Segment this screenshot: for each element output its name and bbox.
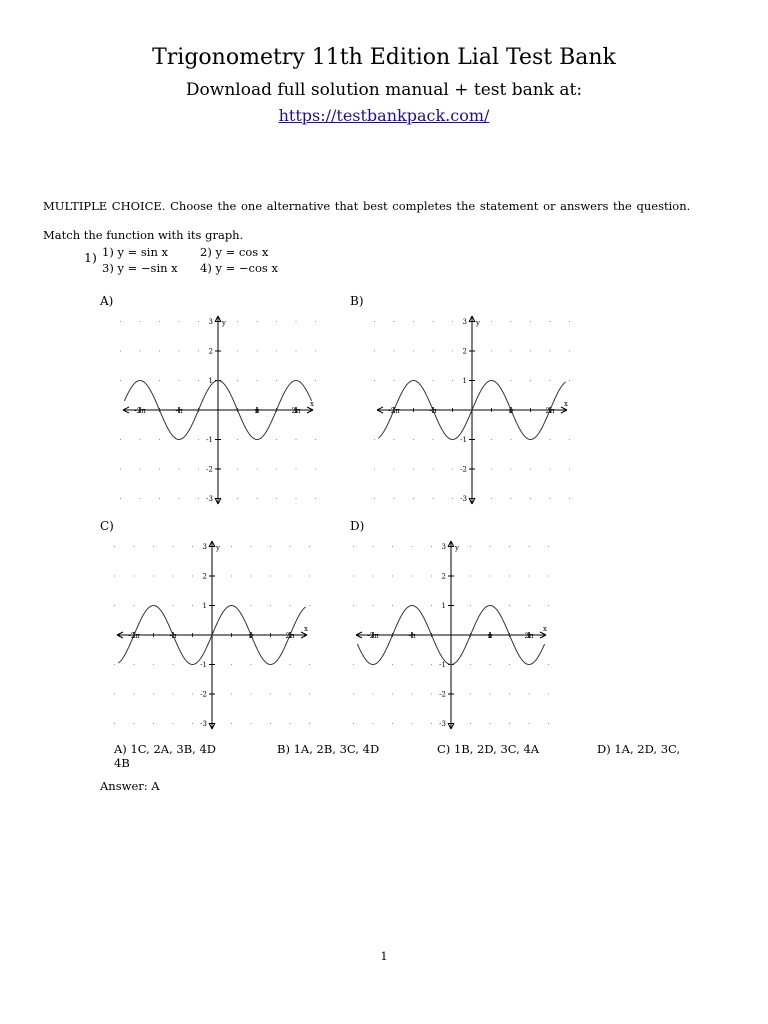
grid-dot — [178, 380, 179, 381]
x-axis-label: x — [310, 400, 314, 408]
grid-dot — [289, 575, 290, 576]
grid-dot — [295, 350, 296, 351]
grid-dot — [510, 321, 511, 322]
choice-a: A) 1C, 2A, 3B, 4D — [114, 742, 217, 756]
grid-dot — [509, 723, 510, 724]
y-axis-label: y — [476, 319, 480, 327]
grid-dot — [411, 575, 412, 576]
grid-dot — [413, 439, 414, 440]
x-tick-label: -π — [408, 632, 416, 640]
grid-dot — [392, 575, 393, 576]
grid-dot — [411, 546, 412, 547]
choice-d-continued: 4B — [114, 756, 130, 770]
grid-dot — [530, 321, 531, 322]
grid-dot — [133, 575, 134, 576]
page-number: 1 — [380, 950, 388, 963]
grid-dot — [237, 350, 238, 351]
grid-dot — [276, 439, 277, 440]
graph-d — [351, 538, 551, 734]
grid-dot — [133, 723, 134, 724]
download-subtitle: Download full solution manual + test bank at: — [185, 80, 583, 100]
grid-dot — [528, 723, 529, 724]
y-tick-label: 3 — [208, 318, 213, 326]
y-tick-label: -2 — [206, 465, 213, 474]
y-tick-label: 3 — [202, 543, 207, 551]
grid-dot — [178, 468, 179, 469]
grid-dot — [548, 664, 549, 665]
grid-dot — [159, 321, 160, 322]
grid-dot — [315, 439, 316, 440]
grid-dot — [120, 380, 121, 381]
grid-dot — [172, 693, 173, 694]
grid-dot — [276, 321, 277, 322]
grid-dot — [172, 664, 173, 665]
y-axis-label: y — [455, 544, 459, 552]
grid-dot — [309, 605, 310, 606]
grid-dot — [569, 380, 570, 381]
grid-dot — [198, 380, 199, 381]
grid-dot — [250, 575, 251, 576]
y-axis-label: y — [222, 319, 226, 327]
grid-dot — [256, 380, 257, 381]
function-4: 4) y = −cos x — [200, 261, 278, 275]
grid-dot — [237, 380, 238, 381]
grid-dot — [353, 693, 354, 694]
grid-dot — [392, 664, 393, 665]
grid-dot — [289, 723, 290, 724]
grid-dot — [309, 575, 310, 576]
grid-dot — [276, 380, 277, 381]
grid-dot — [133, 605, 134, 606]
grid-dot — [549, 350, 550, 351]
grid-dot — [192, 575, 193, 576]
grid-dot — [315, 321, 316, 322]
grid-dot — [153, 664, 154, 665]
x-tick-label: -π — [169, 632, 177, 640]
graph-label-a: A) — [100, 294, 114, 308]
y-tick-label: -2 — [200, 690, 207, 699]
grid-dot — [250, 546, 251, 547]
grid-dot — [133, 693, 134, 694]
x-tick-label: π — [508, 407, 514, 415]
grid-dot — [353, 723, 354, 724]
x-tick-label: π — [254, 407, 260, 415]
grid-dot — [393, 380, 394, 381]
grid-dot — [353, 605, 354, 606]
y-tick-label: -1 — [439, 661, 446, 669]
grid-dot — [237, 468, 238, 469]
grid-dot — [172, 546, 173, 547]
grid-dot — [432, 380, 433, 381]
choice-c: C) 1B, 2D, 3C, 4A — [437, 742, 540, 756]
grid-dot — [548, 546, 549, 547]
grid-dot — [510, 498, 511, 499]
grid-dot — [231, 575, 232, 576]
grid-dot — [374, 380, 375, 381]
function-2: 2) y = cos x — [200, 245, 269, 259]
grid-dot — [256, 468, 257, 469]
grid-dot — [569, 321, 570, 322]
grid-dot — [315, 468, 316, 469]
question-number: 1) — [84, 250, 97, 265]
y-tick-label: -1 — [206, 436, 213, 444]
grid-dot — [270, 546, 271, 547]
grid-dot — [372, 693, 373, 694]
grid-dot — [192, 693, 193, 694]
graph-label-c: C) — [100, 519, 114, 533]
grid-dot — [159, 380, 160, 381]
grid-dot — [413, 350, 414, 351]
answer: Answer: A — [100, 779, 160, 793]
grid-dot — [133, 546, 134, 547]
grid-dot — [393, 350, 394, 351]
x-tick-label: -2π — [388, 407, 400, 415]
grid-dot — [530, 468, 531, 469]
grid-dot — [431, 575, 432, 576]
grid-dot — [491, 439, 492, 440]
grid-dot — [172, 723, 173, 724]
grid-dot — [289, 605, 290, 606]
x-tick-label: -2π — [128, 632, 140, 640]
y-tick-label: 2 — [208, 347, 213, 356]
grid-dot — [372, 575, 373, 576]
grid-dot — [114, 605, 115, 606]
grid-dot — [114, 723, 115, 724]
x-tick-label: -π — [175, 407, 183, 415]
grid-dot — [413, 468, 414, 469]
grid-dot — [530, 350, 531, 351]
function-3: 3) y = −sin x — [102, 261, 178, 275]
x-tick-label: 2π — [524, 632, 534, 640]
y-tick-label: -1 — [460, 436, 467, 444]
y-tick-label: -3 — [439, 720, 446, 728]
grid-dot — [431, 693, 432, 694]
graph-label-d: D) — [350, 519, 365, 533]
grid-dot — [548, 605, 549, 606]
grid-dot — [270, 605, 271, 606]
choice-d: D) 1A, 2D, 3C, — [597, 742, 681, 756]
grid-dot — [452, 498, 453, 499]
grid-dot — [198, 498, 199, 499]
grid-dot — [393, 498, 394, 499]
grid-dot — [198, 350, 199, 351]
grid-dot — [270, 693, 271, 694]
grid-dot — [120, 468, 121, 469]
grid-dot — [509, 605, 510, 606]
grid-dot — [470, 605, 471, 606]
x-tick-label: 2π — [291, 407, 301, 415]
grid-dot — [491, 350, 492, 351]
choice-b: B) 1A, 2B, 3C, 4D — [277, 742, 380, 756]
grid-dot — [114, 546, 115, 547]
grid-dot — [569, 468, 570, 469]
grid-dot — [528, 575, 529, 576]
grid-dot — [159, 498, 160, 499]
grid-dot — [431, 546, 432, 547]
grid-dot — [549, 380, 550, 381]
grid-dot — [295, 498, 296, 499]
grid-dot — [374, 439, 375, 440]
grid-dot — [452, 380, 453, 381]
y-tick-label: -3 — [460, 495, 467, 503]
grid-dot — [489, 575, 490, 576]
grid-dot — [509, 693, 510, 694]
y-tick-label: -3 — [206, 495, 213, 503]
y-tick-label: 2 — [202, 572, 207, 581]
grid-dot — [452, 468, 453, 469]
grid-dot — [237, 321, 238, 322]
grid-dot — [256, 350, 257, 351]
grid-dot — [315, 380, 316, 381]
grid-dot — [569, 498, 570, 499]
grid-dot — [231, 546, 232, 547]
grid-dot — [289, 664, 290, 665]
grid-dot — [256, 321, 257, 322]
grid-dot — [295, 439, 296, 440]
grid-dot — [489, 723, 490, 724]
x-tick-label: 2π — [545, 407, 555, 415]
grid-dot — [276, 498, 277, 499]
grid-dot — [470, 723, 471, 724]
y-tick-label: -2 — [460, 465, 467, 474]
grid-dot — [139, 498, 140, 499]
grid-dot — [510, 380, 511, 381]
grid-dot — [549, 468, 550, 469]
grid-dot — [372, 546, 373, 547]
grid-dot — [250, 693, 251, 694]
grid-dot — [411, 723, 412, 724]
grid-dot — [153, 575, 154, 576]
graph-label-b: B) — [350, 294, 364, 308]
grid-dot — [452, 321, 453, 322]
grid-dot — [374, 350, 375, 351]
grid-dot — [237, 498, 238, 499]
grid-dot — [413, 498, 414, 499]
grid-dot — [295, 468, 296, 469]
grid-dot — [489, 693, 490, 694]
grid-dot — [549, 498, 550, 499]
grid-dot — [120, 350, 121, 351]
grid-dot — [549, 321, 550, 322]
graph-b — [372, 313, 572, 509]
download-link-line — [0, 106, 768, 125]
grid-dot — [374, 468, 375, 469]
grid-dot — [432, 498, 433, 499]
question-prompt: Match the function with its graph. — [43, 228, 244, 242]
x-axis-label: x — [543, 625, 547, 633]
grid-dot — [530, 498, 531, 499]
grid-dot — [393, 439, 394, 440]
grid-dot — [392, 605, 393, 606]
y-tick-label: -3 — [200, 720, 207, 728]
grid-dot — [315, 350, 316, 351]
grid-dot — [374, 321, 375, 322]
function-1: 1) y = sin x — [102, 245, 169, 259]
grid-dot — [139, 321, 140, 322]
y-tick-label: 3 — [462, 318, 467, 326]
grid-dot — [192, 605, 193, 606]
y-tick-label: 1 — [441, 602, 446, 610]
grid-dot — [489, 664, 490, 665]
y-tick-label: 2 — [462, 347, 467, 356]
grid-dot — [270, 575, 271, 576]
grid-dot — [270, 723, 271, 724]
grid-dot — [353, 546, 354, 547]
grid-dot — [392, 693, 393, 694]
grid-dot — [431, 664, 432, 665]
grid-dot — [392, 546, 393, 547]
grid-dot — [178, 321, 179, 322]
y-tick-label: 3 — [441, 543, 446, 551]
grid-dot — [470, 693, 471, 694]
grid-dot — [510, 468, 511, 469]
grid-dot — [432, 321, 433, 322]
grid-dot — [231, 693, 232, 694]
grid-dot — [192, 723, 193, 724]
grid-dot — [153, 723, 154, 724]
grid-dot — [309, 723, 310, 724]
x-tick-label: π — [487, 632, 493, 640]
grid-dot — [372, 723, 373, 724]
grid-dot — [153, 546, 154, 547]
grid-dot — [178, 498, 179, 499]
grid-dot — [432, 439, 433, 440]
grid-dot — [159, 468, 160, 469]
grid-dot — [198, 468, 199, 469]
grid-dot — [139, 468, 140, 469]
grid-dot — [120, 321, 121, 322]
grid-dot — [491, 498, 492, 499]
grid-dot — [411, 693, 412, 694]
grid-dot — [289, 546, 290, 547]
grid-dot — [470, 575, 471, 576]
grid-dot — [295, 321, 296, 322]
grid-dot — [510, 350, 511, 351]
x-tick-label: -2π — [367, 632, 379, 640]
y-tick-label: -1 — [200, 661, 207, 669]
grid-dot — [114, 664, 115, 665]
y-tick-label: 1 — [202, 602, 207, 610]
grid-dot — [120, 498, 121, 499]
grid-dot — [172, 575, 173, 576]
grid-dot — [432, 468, 433, 469]
grid-dot — [491, 321, 492, 322]
grid-dot — [256, 498, 257, 499]
grid-dot — [413, 321, 414, 322]
grid-dot — [432, 350, 433, 351]
grid-dot — [528, 605, 529, 606]
grid-dot — [139, 439, 140, 440]
grid-dot — [276, 350, 277, 351]
grid-dot — [276, 468, 277, 469]
grid-dot — [198, 439, 199, 440]
grid-dot — [353, 664, 354, 665]
grid-dot — [178, 350, 179, 351]
x-tick-label: 2π — [285, 632, 295, 640]
grid-dot — [530, 380, 531, 381]
grid-dot — [231, 723, 232, 724]
grid-dot — [353, 575, 354, 576]
grid-dot — [250, 664, 251, 665]
grid-dot — [452, 350, 453, 351]
x-tick-label: -2π — [134, 407, 146, 415]
grid-dot — [509, 664, 510, 665]
grid-dot — [237, 439, 238, 440]
grid-dot — [114, 693, 115, 694]
grid-dot — [569, 439, 570, 440]
graph-a — [118, 313, 318, 509]
grid-dot — [231, 664, 232, 665]
grid-dot — [309, 693, 310, 694]
grid-dot — [392, 723, 393, 724]
grid-dot — [431, 605, 432, 606]
x-axis-label: x — [564, 400, 568, 408]
grid-dot — [374, 498, 375, 499]
grid-dot — [250, 723, 251, 724]
grid-dot — [431, 723, 432, 724]
grid-dot — [250, 605, 251, 606]
grid-dot — [491, 468, 492, 469]
page-title: Trigonometry 11th Edition Lial Test Bank — [152, 45, 616, 70]
grid-dot — [153, 693, 154, 694]
grid-dot — [489, 546, 490, 547]
grid-dot — [548, 723, 549, 724]
grid-dot — [411, 664, 412, 665]
grid-dot — [114, 575, 115, 576]
graph-c — [112, 538, 312, 734]
grid-dot — [393, 468, 394, 469]
grid-dot — [289, 693, 290, 694]
grid-dot — [133, 664, 134, 665]
x-tick-label: -π — [429, 407, 437, 415]
grid-dot — [172, 605, 173, 606]
grid-dot — [509, 575, 510, 576]
y-tick-label: 1 — [462, 377, 467, 385]
y-tick-label: -2 — [439, 690, 446, 699]
grid-dot — [198, 321, 199, 322]
grid-dot — [309, 664, 310, 665]
grid-dot — [569, 350, 570, 351]
grid-dot — [549, 439, 550, 440]
grid-dot — [528, 546, 529, 547]
grid-dot — [509, 546, 510, 547]
grid-dot — [548, 693, 549, 694]
grid-dot — [528, 693, 529, 694]
grid-dot — [393, 321, 394, 322]
grid-dot — [120, 439, 121, 440]
x-axis-label: x — [304, 625, 308, 633]
grid-dot — [470, 546, 471, 547]
grid-dot — [309, 546, 310, 547]
grid-dot — [510, 439, 511, 440]
grid-dot — [139, 350, 140, 351]
y-tick-label: 1 — [208, 377, 213, 385]
grid-dot — [372, 605, 373, 606]
testbank-link[interactable]: https://testbankpack.com/ — [278, 106, 490, 125]
y-axis-label: y — [216, 544, 220, 552]
grid-dot — [470, 664, 471, 665]
x-tick-label: π — [248, 632, 254, 640]
instructions: MULTIPLE CHOICE. Choose the one alternative that best completes the statement or answers the question. — [43, 199, 691, 213]
grid-dot — [159, 439, 160, 440]
y-tick-label: 2 — [441, 572, 446, 581]
grid-dot — [315, 498, 316, 499]
grid-dot — [192, 546, 193, 547]
grid-dot — [548, 575, 549, 576]
grid-dot — [159, 350, 160, 351]
